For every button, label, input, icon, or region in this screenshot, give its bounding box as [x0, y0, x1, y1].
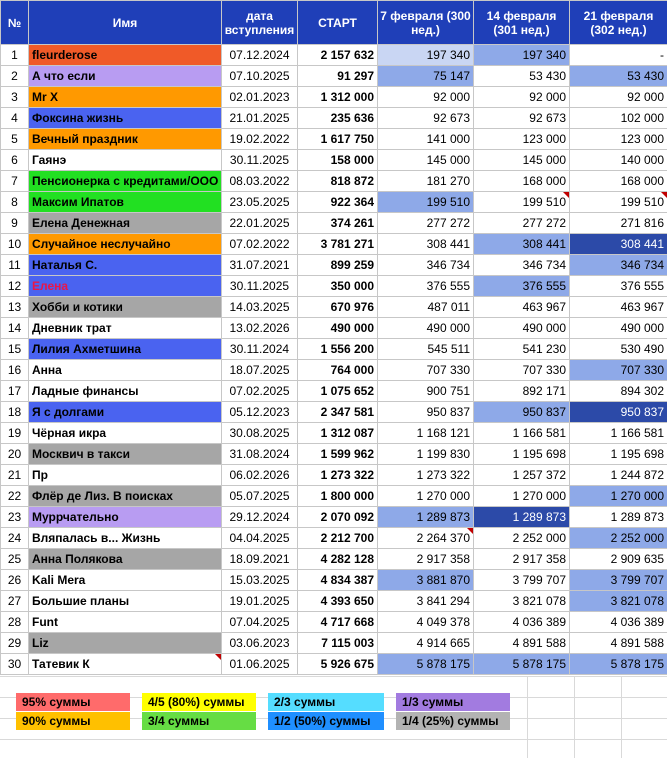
- start-amount-cell[interactable]: 2 347 581: [298, 402, 378, 423]
- legend-item-75: 3/4 суммы: [142, 712, 256, 730]
- row-number-cell[interactable]: 21: [1, 465, 29, 486]
- join-date-cell[interactable]: 18.07.2025: [222, 360, 298, 381]
- row-number-cell[interactable]: 4: [1, 108, 29, 129]
- week-300-cell[interactable]: 545 511: [378, 339, 474, 360]
- week-300-cell[interactable]: 490 000: [378, 318, 474, 339]
- table-row: [1, 213, 667, 234]
- row-number-cell[interactable]: 3: [1, 87, 29, 108]
- week-302-cell[interactable]: 2 909 635: [570, 549, 667, 570]
- join-date-cell[interactable]: 30.11.2025: [222, 276, 298, 297]
- row-number-cell[interactable]: 10: [1, 234, 29, 255]
- table-row: [1, 318, 667, 339]
- table-row: [1, 129, 667, 150]
- row-number-cell[interactable]: 8: [1, 192, 29, 213]
- week-301-cell[interactable]: 463 967: [474, 297, 570, 318]
- participant-name-cell[interactable]: Гаянэ: [29, 150, 222, 171]
- week-301-cell[interactable]: 145 000: [474, 150, 570, 171]
- join-date-cell[interactable]: 30.08.2025: [222, 423, 298, 444]
- participant-name-cell[interactable]: Наталья С.: [29, 255, 222, 276]
- week-302-cell[interactable]: 1 270 000: [570, 486, 667, 507]
- week-300-cell[interactable]: 92 673: [378, 108, 474, 129]
- table-row: [1, 528, 667, 549]
- legend-item-66: 2/3 суммы: [268, 693, 384, 711]
- row-number-cell[interactable]: 24: [1, 528, 29, 549]
- table-row: [1, 276, 667, 297]
- start-amount-cell[interactable]: 3 781 271: [298, 234, 378, 255]
- join-date-cell[interactable]: 05.07.2025: [222, 486, 298, 507]
- join-date-cell[interactable]: 05.12.2023: [222, 402, 298, 423]
- week-301-cell[interactable]: 1 195 698: [474, 444, 570, 465]
- week-300-cell[interactable]: 707 330: [378, 360, 474, 381]
- week-300-cell[interactable]: 376 555: [378, 276, 474, 297]
- participant-name-cell[interactable]: Максим Ипатов: [29, 192, 222, 213]
- week-302-cell[interactable]: 3 799 707: [570, 570, 667, 591]
- start-amount-cell[interactable]: 235 636: [298, 108, 378, 129]
- start-amount-cell[interactable]: 764 000: [298, 360, 378, 381]
- week-300-cell[interactable]: 181 270: [378, 171, 474, 192]
- row-number-cell[interactable]: 26: [1, 570, 29, 591]
- row-number-cell[interactable]: 29: [1, 633, 29, 654]
- week-302-cell[interactable]: 894 302: [570, 381, 667, 402]
- week-301-cell[interactable]: 277 272: [474, 213, 570, 234]
- join-date-cell[interactable]: 18.09.2021: [222, 549, 298, 570]
- column-header-week-302[interactable]: 21 февраля (302 нед.): [570, 1, 667, 45]
- table-row: [1, 192, 667, 213]
- week-302-cell[interactable]: 4 036 389: [570, 612, 667, 633]
- legend-gridline: [527, 676, 528, 758]
- week-301-cell[interactable]: 2 252 000: [474, 528, 570, 549]
- table-row: [1, 339, 667, 360]
- week-300-cell[interactable]: 2 264 370: [378, 528, 474, 549]
- week-302-cell[interactable]: 53 430: [570, 66, 667, 87]
- week-302-cell[interactable]: 102 000: [570, 108, 667, 129]
- table-row: [1, 591, 667, 612]
- week-301-cell[interactable]: 308 441: [474, 234, 570, 255]
- join-date-cell[interactable]: 22.01.2025: [222, 213, 298, 234]
- participant-name-cell[interactable]: Хобби и котики: [29, 297, 222, 318]
- row-number-cell[interactable]: 5: [1, 129, 29, 150]
- column-header-join-date[interactable]: дата вступления: [222, 1, 298, 45]
- week-301-cell[interactable]: 2 917 358: [474, 549, 570, 570]
- table-row: [1, 171, 667, 192]
- week-301-cell[interactable]: 199 510: [474, 192, 570, 213]
- week-302-cell[interactable]: 271 816: [570, 213, 667, 234]
- participant-name-cell[interactable]: fleurderose: [29, 45, 222, 66]
- table-row: [1, 444, 667, 465]
- participant-name-cell[interactable]: Муррчательно: [29, 507, 222, 528]
- table-row: [1, 150, 667, 171]
- table-row: [1, 66, 667, 87]
- participant-name-cell[interactable]: Москвич в такси: [29, 444, 222, 465]
- week-301-cell[interactable]: 3 821 078: [474, 591, 570, 612]
- week-301-cell[interactable]: 1 257 372: [474, 465, 570, 486]
- start-amount-cell[interactable]: 158 000: [298, 150, 378, 171]
- week-302-cell[interactable]: 140 000: [570, 150, 667, 171]
- week-302-cell[interactable]: 950 837: [570, 402, 667, 423]
- week-302-cell[interactable]: 5 878 175: [570, 654, 667, 675]
- participant-name-cell[interactable]: Ладные финансы: [29, 381, 222, 402]
- table-row: [1, 570, 667, 591]
- participant-name-cell[interactable]: Случайное неслучайно: [29, 234, 222, 255]
- legend-item-80: 4/5 (80%) суммы: [142, 693, 256, 711]
- participant-name-cell[interactable]: Большие планы: [29, 591, 222, 612]
- row-number-cell[interactable]: 28: [1, 612, 29, 633]
- row-number-cell[interactable]: 20: [1, 444, 29, 465]
- column-header-week-301[interactable]: 14 февраля (301 нед.): [474, 1, 570, 45]
- week-302-cell[interactable]: 1 166 581: [570, 423, 667, 444]
- week-300-cell[interactable]: 199 510: [378, 192, 474, 213]
- week-301-cell[interactable]: 541 230: [474, 339, 570, 360]
- legend: [0, 676, 667, 758]
- week-302-cell[interactable]: 308 441: [570, 234, 667, 255]
- join-date-cell[interactable]: 21.01.2025: [222, 108, 298, 129]
- week-300-cell[interactable]: 4 049 378: [378, 612, 474, 633]
- week-301-cell[interactable]: 168 000: [474, 171, 570, 192]
- row-number-cell[interactable]: 12: [1, 276, 29, 297]
- row-number-cell[interactable]: 19: [1, 423, 29, 444]
- week-301-cell[interactable]: 92 673: [474, 108, 570, 129]
- row-number-cell[interactable]: 18: [1, 402, 29, 423]
- start-amount-cell[interactable]: 1 312 087: [298, 423, 378, 444]
- week-300-cell[interactable]: 950 837: [378, 402, 474, 423]
- start-amount-cell[interactable]: 4 393 650: [298, 591, 378, 612]
- participant-name-cell[interactable]: Анна Полякова: [29, 549, 222, 570]
- participant-name-cell[interactable]: Флёр де Лиз. В поисках: [29, 486, 222, 507]
- legend-item-25: 1/4 (25%) суммы: [396, 712, 510, 730]
- week-302-cell[interactable]: 707 330: [570, 360, 667, 381]
- row-number-cell[interactable]: 27: [1, 591, 29, 612]
- week-300-cell[interactable]: 1 199 830: [378, 444, 474, 465]
- week-301-cell[interactable]: 490 000: [474, 318, 570, 339]
- week-301-cell[interactable]: 1 270 000: [474, 486, 570, 507]
- row-number-cell[interactable]: 13: [1, 297, 29, 318]
- week-302-cell[interactable]: 92 000: [570, 87, 667, 108]
- legend-gridline: [0, 676, 667, 677]
- row-number-cell[interactable]: 25: [1, 549, 29, 570]
- table-row: [1, 465, 667, 486]
- week-302-cell[interactable]: 346 734: [570, 255, 667, 276]
- start-amount-cell[interactable]: 1 075 652: [298, 381, 378, 402]
- join-date-cell[interactable]: 08.03.2022: [222, 171, 298, 192]
- header-row: [1, 1, 667, 45]
- start-amount-cell[interactable]: 374 261: [298, 213, 378, 234]
- table-row: [1, 234, 667, 255]
- join-date-cell[interactable]: 29.12.2024: [222, 507, 298, 528]
- week-301-cell[interactable]: 53 430: [474, 66, 570, 87]
- join-date-cell[interactable]: 13.02.2026: [222, 318, 298, 339]
- participant-name-cell[interactable]: Татевик К: [29, 654, 222, 675]
- participant-name-cell[interactable]: Анна: [29, 360, 222, 381]
- row-number-cell[interactable]: 11: [1, 255, 29, 276]
- legend-item-50: 1/2 (50%) суммы: [268, 712, 384, 730]
- join-date-cell[interactable]: 31.07.2021: [222, 255, 298, 276]
- join-date-cell[interactable]: 01.06.2025: [222, 654, 298, 675]
- join-date-cell[interactable]: 30.11.2024: [222, 339, 298, 360]
- week-302-cell[interactable]: 1 244 872: [570, 465, 667, 486]
- week-300-cell[interactable]: 1 289 873: [378, 507, 474, 528]
- join-date-cell[interactable]: 31.08.2024: [222, 444, 298, 465]
- start-amount-cell[interactable]: 490 000: [298, 318, 378, 339]
- week-302-cell[interactable]: -: [570, 45, 667, 66]
- table-row: [1, 255, 667, 276]
- participant-name-cell[interactable]: Liz: [29, 633, 222, 654]
- column-header-week-300[interactable]: 7 февраля (300 нед.): [378, 1, 474, 45]
- table-row: [1, 633, 667, 654]
- start-amount-cell[interactable]: 899 259: [298, 255, 378, 276]
- week-300-cell[interactable]: 346 734: [378, 255, 474, 276]
- week-301-cell[interactable]: 4 036 389: [474, 612, 570, 633]
- table-row: [1, 654, 667, 675]
- legend-item-95: 95% суммы: [16, 693, 130, 711]
- row-number-cell[interactable]: 14: [1, 318, 29, 339]
- join-date-cell[interactable]: 06.02.2026: [222, 465, 298, 486]
- week-300-cell[interactable]: 75 147: [378, 66, 474, 87]
- join-date-cell[interactable]: 19.01.2025: [222, 591, 298, 612]
- column-header-start[interactable]: СТАРТ: [298, 1, 378, 45]
- row-number-cell[interactable]: 9: [1, 213, 29, 234]
- week-302-cell[interactable]: 1 195 698: [570, 444, 667, 465]
- participant-name-cell[interactable]: Я с долгами: [29, 402, 222, 423]
- week-301-cell[interactable]: 892 171: [474, 381, 570, 402]
- week-301-cell[interactable]: 3 799 707: [474, 570, 570, 591]
- row-number-cell[interactable]: 6: [1, 150, 29, 171]
- start-amount-cell[interactable]: 350 000: [298, 276, 378, 297]
- start-amount-cell[interactable]: 2 157 632: [298, 45, 378, 66]
- participant-name-cell[interactable]: Вляпалась в... Жизнь: [29, 528, 222, 549]
- week-300-cell[interactable]: 1 270 000: [378, 486, 474, 507]
- legend-gridline: [0, 739, 667, 740]
- column-header-name[interactable]: Имя: [29, 1, 222, 45]
- week-300-cell[interactable]: 197 340: [378, 45, 474, 66]
- week-301-cell[interactable]: 92 000: [474, 87, 570, 108]
- join-date-cell[interactable]: 14.03.2025: [222, 297, 298, 318]
- week-302-cell[interactable]: 463 967: [570, 297, 667, 318]
- participant-name-cell[interactable]: Фоксина жизнь: [29, 108, 222, 129]
- week-301-cell[interactable]: 197 340: [474, 45, 570, 66]
- table-row: [1, 402, 667, 423]
- join-date-cell[interactable]: 04.04.2025: [222, 528, 298, 549]
- row-number-cell[interactable]: 15: [1, 339, 29, 360]
- table-row: [1, 87, 667, 108]
- week-300-cell[interactable]: 145 000: [378, 150, 474, 171]
- week-301-cell[interactable]: 376 555: [474, 276, 570, 297]
- week-300-cell[interactable]: 3 881 870: [378, 570, 474, 591]
- week-302-cell[interactable]: 530 490: [570, 339, 667, 360]
- week-301-cell[interactable]: 5 878 175: [474, 654, 570, 675]
- start-amount-cell[interactable]: 7 115 003: [298, 633, 378, 654]
- row-number-cell[interactable]: 22: [1, 486, 29, 507]
- participant-name-cell[interactable]: Funt: [29, 612, 222, 633]
- table-body: [1, 45, 667, 675]
- week-301-cell[interactable]: 1 166 581: [474, 423, 570, 444]
- week-302-cell[interactable]: 4 891 588: [570, 633, 667, 654]
- start-amount-cell[interactable]: 5 926 675: [298, 654, 378, 675]
- participant-name-cell[interactable]: Елена Денежная: [29, 213, 222, 234]
- row-number-cell[interactable]: 2: [1, 66, 29, 87]
- join-date-cell[interactable]: 07.04.2025: [222, 612, 298, 633]
- table-row: [1, 297, 667, 318]
- join-date-cell[interactable]: 15.03.2025: [222, 570, 298, 591]
- start-amount-cell[interactable]: 1 599 962: [298, 444, 378, 465]
- start-amount-cell[interactable]: 818 872: [298, 171, 378, 192]
- table-row: [1, 507, 667, 528]
- start-amount-cell[interactable]: 1 556 200: [298, 339, 378, 360]
- participant-name-cell[interactable]: Елена: [29, 276, 222, 297]
- participant-name-cell[interactable]: Вечный праздник: [29, 129, 222, 150]
- week-300-cell[interactable]: 5 878 175: [378, 654, 474, 675]
- start-amount-cell[interactable]: 2 212 700: [298, 528, 378, 549]
- start-amount-cell[interactable]: 4 282 128: [298, 549, 378, 570]
- start-amount-cell[interactable]: 670 976: [298, 297, 378, 318]
- week-300-cell[interactable]: 1 168 121: [378, 423, 474, 444]
- row-number-cell[interactable]: 16: [1, 360, 29, 381]
- table-row: [1, 423, 667, 444]
- week-302-cell[interactable]: 123 000: [570, 129, 667, 150]
- start-amount-cell[interactable]: 922 364: [298, 192, 378, 213]
- join-date-cell[interactable]: 19.02.2022: [222, 129, 298, 150]
- week-302-cell[interactable]: 168 000: [570, 171, 667, 192]
- join-date-cell[interactable]: 30.11.2025: [222, 150, 298, 171]
- table-row: [1, 549, 667, 570]
- week-300-cell[interactable]: 308 441: [378, 234, 474, 255]
- participant-name-cell[interactable]: Kali Mera: [29, 570, 222, 591]
- join-date-cell[interactable]: 03.06.2023: [222, 633, 298, 654]
- start-amount-cell[interactable]: 91 297: [298, 66, 378, 87]
- join-date-cell[interactable]: 07.02.2025: [222, 381, 298, 402]
- start-amount-cell[interactable]: 1 617 750: [298, 129, 378, 150]
- week-301-cell[interactable]: 4 891 588: [474, 633, 570, 654]
- legend-item-33: 1/3 суммы: [396, 693, 510, 711]
- week-301-cell[interactable]: 346 734: [474, 255, 570, 276]
- week-302-cell[interactable]: 2 252 000: [570, 528, 667, 549]
- legend-gridline: [621, 676, 622, 758]
- week-301-cell[interactable]: 707 330: [474, 360, 570, 381]
- week-300-cell[interactable]: 487 011: [378, 297, 474, 318]
- legend-item-90: 90% суммы: [16, 712, 130, 730]
- row-number-cell[interactable]: 30: [1, 654, 29, 675]
- join-date-cell[interactable]: 07.12.2024: [222, 45, 298, 66]
- week-302-cell[interactable]: 1 289 873: [570, 507, 667, 528]
- participant-name-cell[interactable]: Пр: [29, 465, 222, 486]
- start-amount-cell[interactable]: 1 273 322: [298, 465, 378, 486]
- participant-name-cell[interactable]: Чёрная икра: [29, 423, 222, 444]
- week-300-cell[interactable]: 1 273 322: [378, 465, 474, 486]
- join-date-cell[interactable]: 07.10.2025: [222, 66, 298, 87]
- week-302-cell[interactable]: 199 510: [570, 192, 667, 213]
- start-amount-cell[interactable]: 4 834 387: [298, 570, 378, 591]
- join-date-cell[interactable]: 23.05.2025: [222, 192, 298, 213]
- week-300-cell[interactable]: 141 000: [378, 129, 474, 150]
- table-row: [1, 381, 667, 402]
- table-row: [1, 360, 667, 381]
- table-row: [1, 612, 667, 633]
- join-date-cell[interactable]: 07.02.2022: [222, 234, 298, 255]
- start-amount-cell[interactable]: 2 070 092: [298, 507, 378, 528]
- week-300-cell[interactable]: 277 272: [378, 213, 474, 234]
- column-header-number[interactable]: №: [1, 1, 29, 45]
- participant-name-cell[interactable]: Лилия Ахметшина: [29, 339, 222, 360]
- legend-gridline: [574, 676, 575, 758]
- start-amount-cell[interactable]: 1 312 000: [298, 87, 378, 108]
- week-300-cell[interactable]: 900 751: [378, 381, 474, 402]
- participant-name-cell[interactable]: А что если: [29, 66, 222, 87]
- table-row: [1, 108, 667, 129]
- week-300-cell[interactable]: 4 914 665: [378, 633, 474, 654]
- start-amount-cell[interactable]: 1 800 000: [298, 486, 378, 507]
- week-302-cell[interactable]: 490 000: [570, 318, 667, 339]
- week-302-cell[interactable]: 376 555: [570, 276, 667, 297]
- week-301-cell[interactable]: 123 000: [474, 129, 570, 150]
- week-300-cell[interactable]: 92 000: [378, 87, 474, 108]
- table-row: [1, 45, 667, 66]
- join-date-cell[interactable]: 02.01.2023: [222, 87, 298, 108]
- row-number-cell[interactable]: 1: [1, 45, 29, 66]
- week-300-cell[interactable]: 3 841 294: [378, 591, 474, 612]
- participant-name-cell[interactable]: Дневник трат: [29, 318, 222, 339]
- week-301-cell[interactable]: 1 289 873: [474, 507, 570, 528]
- row-number-cell[interactable]: 17: [1, 381, 29, 402]
- row-number-cell[interactable]: 7: [1, 171, 29, 192]
- participant-name-cell[interactable]: Пенсионерка с кредитами/ООО: [29, 171, 222, 192]
- row-number-cell[interactable]: 23: [1, 507, 29, 528]
- week-300-cell[interactable]: 2 917 358: [378, 549, 474, 570]
- table-row: [1, 486, 667, 507]
- week-301-cell[interactable]: 950 837: [474, 402, 570, 423]
- week-302-cell[interactable]: 3 821 078: [570, 591, 667, 612]
- start-amount-cell[interactable]: 4 717 668: [298, 612, 378, 633]
- participant-name-cell[interactable]: Mr X: [29, 87, 222, 108]
